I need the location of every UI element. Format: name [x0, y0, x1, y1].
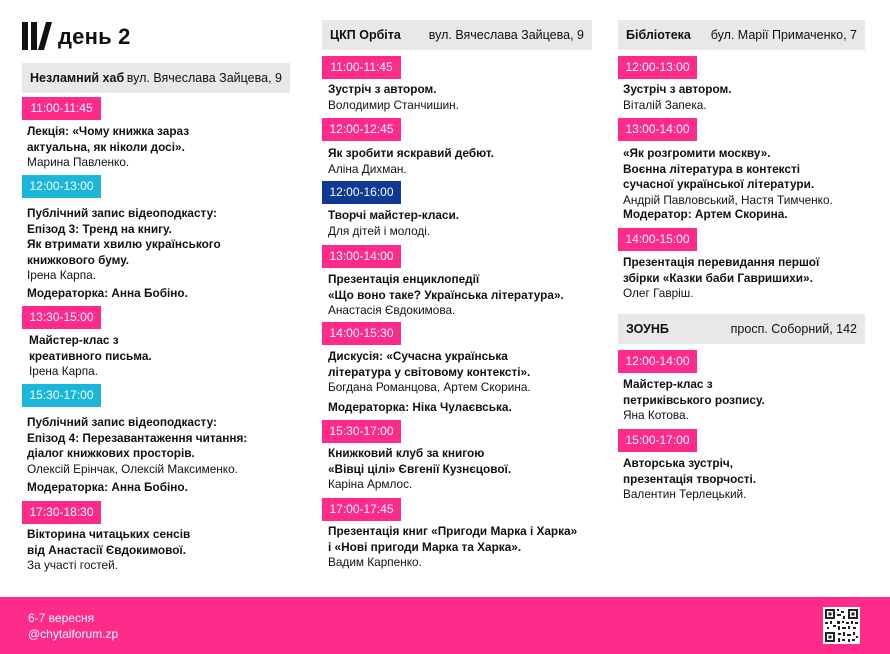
event-item [328, 524, 590, 571]
event-speaker: Каріна Армлос. [328, 477, 413, 491]
event-item [623, 377, 868, 424]
time-badge: 12:00-12:45 [322, 118, 401, 141]
event-title: «Як розгромити москву». Воєнна література в контексті сучасної української літератури. [623, 146, 815, 191]
event-title: Авторська зустріч, презентація творчості. [623, 456, 757, 486]
event-speaker: Богдана Романцова, Артем Скорина. [328, 380, 531, 394]
event-speaker: Валентин Терлецький. [623, 487, 747, 501]
event-speaker: За участі гостей. [27, 558, 118, 572]
footer-bar [0, 597, 890, 654]
event-title: Зустріч з автором. [623, 82, 732, 96]
event-speaker: Вадим Карпенко. [328, 555, 422, 569]
event-item [623, 456, 868, 503]
event-title: Майстер-клас з петриківського розпису. [623, 377, 765, 407]
event-moderator: Модератор: Артем Скорина. [623, 207, 788, 221]
event-speaker: Марина Павленко. [27, 155, 130, 169]
event-moderator: Модераторка: Анна Бобіно. [27, 480, 188, 494]
event-item [29, 333, 289, 380]
event-title: Публічний запис відеоподкасту: Епізод 3: Тренд на книгу. Як втримати хвилю українського книжкового буму. [27, 206, 221, 267]
venue-header-orbita [322, 20, 592, 50]
event-item [27, 415, 289, 477]
event-title: Презентація книг «Пригоди Марка і Харка» і «Нові пригоди Марка та Харка». [328, 524, 578, 554]
event-speaker: Андрій Павловський, Настя Тимченко. [623, 192, 833, 207]
page-title: день 2 [58, 24, 131, 49]
event-moderator: Модераторка: Анна Бобіно. [27, 286, 188, 300]
time-badge: 11:00-11:45 [322, 56, 401, 79]
event-title: Вікторина читацьких сенсів від Анастасії Євдокимової. [27, 527, 191, 557]
event-item [328, 349, 590, 396]
venue-name: Бібліотека [626, 28, 691, 42]
time-badge: 12:00-13:00 [618, 56, 697, 79]
event-title: Презентація перевидання першої збірки «Казки баби Гавришихи». [623, 255, 820, 285]
venue-address: бул. Марії Примаченко, 7 [710, 28, 857, 42]
event-speaker: Ірена Карпа. [29, 364, 98, 378]
time-badge: 15:00-17:00 [618, 429, 697, 452]
event-item [328, 82, 590, 113]
event-title: Зустріч з автором. [328, 82, 437, 96]
time-badge: 17:30-18:30 [22, 501, 101, 524]
venue-name: ЗОУНБ [626, 322, 669, 336]
event-title: Презентація енциклопедії «Що воно таке? Українська література». [328, 272, 564, 302]
time-badge: 14:00-15:00 [618, 228, 697, 251]
time-badge: 12:00-14:00 [618, 350, 697, 373]
footer-dates: 6-7 вересня [28, 611, 95, 625]
venue-header-zounb [618, 314, 865, 344]
time-badge: 14:00-15:30 [322, 322, 401, 345]
event-speaker: Олексій Ерінчак, Олексій Максименко. [27, 461, 238, 476]
venue-address: вул. Вячеслава Зайцева, 9 [428, 28, 584, 42]
time-badge: 13:00-14:00 [322, 245, 401, 268]
event-title: Як зробити яскравий дебют. [328, 146, 494, 160]
event-title: Дискусія: «Сучасна українська література у світовому контексті». [328, 349, 531, 379]
venue-address: вул. Вячеслава Зайцева, 9 [126, 71, 282, 85]
event-item [328, 446, 590, 493]
event-speaker: Віталій Запека. [623, 97, 707, 112]
qr-code-icon [823, 607, 860, 644]
event-item [27, 527, 289, 574]
event-speaker: Аліна Дихман. [328, 161, 407, 176]
event-item [328, 272, 590, 319]
event-speaker: Анастасія Євдокимова. [328, 303, 456, 317]
time-badge: 17:00-17:45 [322, 498, 401, 521]
event-item [27, 206, 289, 284]
forum-logo-icon [22, 22, 52, 50]
event-item [623, 255, 868, 302]
footer-handle: @chytaiforum.zp [28, 627, 119, 641]
event-item [27, 124, 289, 171]
event-item [328, 208, 590, 239]
event-title: Публічний запис відеоподкасту: Епізод 4: Перезавантаження читання: діалог книжкових просторів. [27, 415, 248, 460]
event-speaker: Олег Гавріш. [623, 286, 694, 300]
venue-header-biblioteka [618, 20, 865, 50]
event-title: Творчі майстер-класи. [328, 208, 459, 222]
event-moderator: Модераторка: Ніка Чулаєвська. [328, 400, 512, 414]
event-title: Майстер-клас з креативного письма. [29, 333, 152, 363]
event-speaker: Ірена Карпа. [27, 268, 96, 282]
event-item [328, 146, 590, 177]
time-badge: 15:30-17:00 [322, 420, 401, 443]
event-item [623, 82, 868, 113]
event-speaker: Володимир Станчишин. [328, 97, 459, 112]
venue-name: Незламний хаб [30, 71, 125, 85]
time-badge: 15:30-17:00 [22, 384, 101, 407]
venue-name: ЦКП Орбіта [330, 28, 401, 42]
venue-address: просп. Соборний, 142 [730, 322, 857, 336]
time-badge: 13:00-14:00 [618, 118, 697, 141]
event-title: Книжковий клуб за книгою «Вівці цілі» Євгенії Кузнєцової. [328, 446, 512, 476]
event-item [623, 146, 868, 208]
venue-header-nezlamny [22, 63, 290, 93]
time-badge: 12:00-16:00 [322, 181, 401, 204]
time-badge: 11:00-11:45 [22, 97, 101, 120]
event-speaker: Для дітей і молоді. [328, 223, 431, 238]
time-badge: 12:00-13:00 [22, 175, 101, 198]
event-speaker: Яна Котова. [623, 408, 689, 422]
event-title: Лекція: «Чому книжка зараз актуальна, як ніколи досі». [27, 124, 190, 154]
time-badge: 13:30-15:00 [22, 306, 101, 329]
